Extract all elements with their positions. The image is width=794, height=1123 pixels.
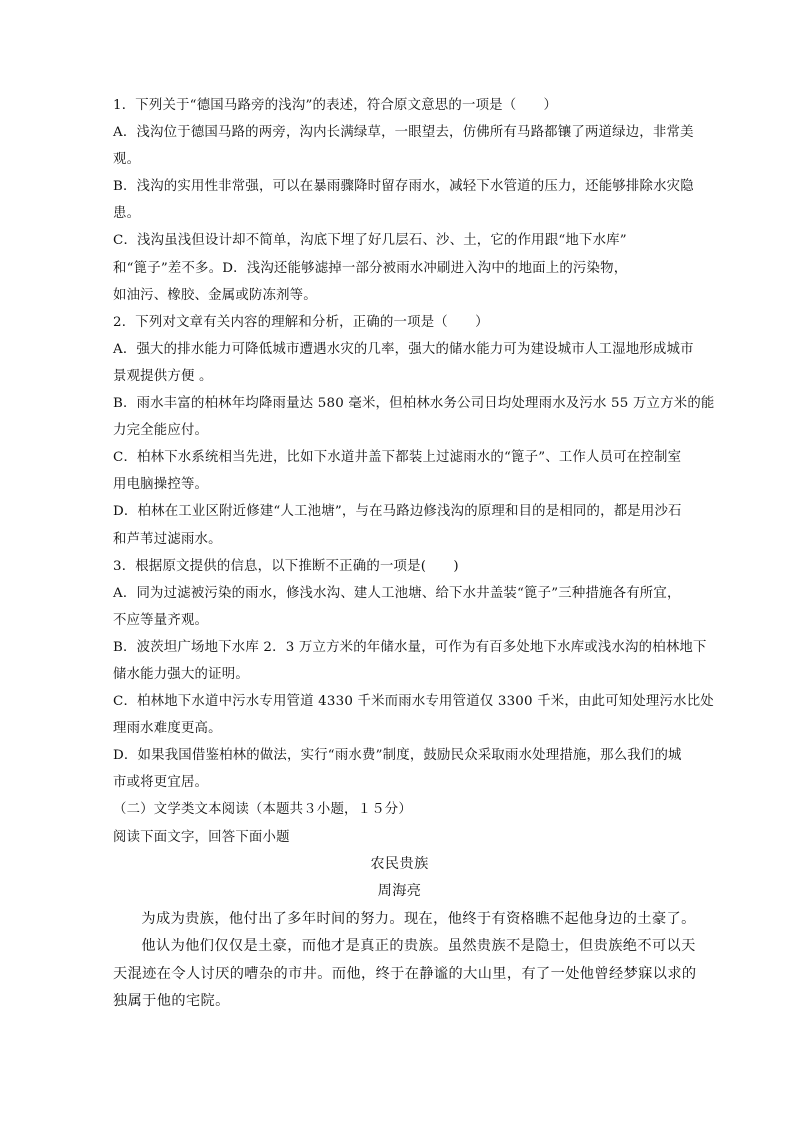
question-3-option-a-cont: 不应等量齐观。 [113,612,209,628]
question-1-option-b-cont: 患。 [113,206,141,222]
story-paragraph-1: 为成为贵族，他付出了多年时间的努力。现在，他终于有资格瞧不起他身边的土豪了。 [141,910,696,927]
question-3-option-b: B．波茨坦广场地下水库 2．3 万立方米的年储水量，可作为有百多处地下水库或浅水沟的柏林地下 [113,639,707,655]
document-body [113,92,715,1016]
question-3-option-d: D．如果我国借鉴柏林的做法，实行“雨水费”制度，鼓励民众采取雨水处理措施，那么我们的城 [113,748,682,764]
question-1-option-c-d: 和“篦子”差不多。D．浅沟还能够滤掉一部分被雨水冲刷进入沟中的地面上的污染物， [113,260,628,276]
question-1-option-d-cont: 如油污、橡胶、金属或防冻剂等。 [113,287,317,303]
story-paragraph-2-end: 独属于他的宅院。 [113,993,230,1010]
question-2-option-a: A．强大的排水能力可降低城市遭遇水灾的几率，强大的储水能力可为建设城市人工湿地形成城市 [113,341,694,357]
question-2-option-a-cont: 景观提供方便 。 [113,368,213,384]
question-2-stem: 2．下列对文章有关内容的理解和分析，正确的一项是（ ） [113,314,489,330]
question-1-option-c: C．浅沟虽浅但设计却不简单，沟底下埋了好几层石、沙、土，它的作用跟“地下水库” [113,233,627,249]
section-heading: （二）文学类文本阅读（本题共３小题，１５分） [113,802,412,818]
question-3-option-a: A．同为过滤被污染的雨水，修浅水沟、建人工池塘、给下水井盖装“篦子”三种措施各有所宜， [113,585,681,601]
question-3-option-c: C．柏林地下水道中污水专用管道 4330 千米而雨水专用管道仅 3300 千米，由此可知处理污水比处 [113,694,714,710]
question-1-option-a-cont: 观。 [113,152,141,168]
story-paragraph-2-cont: 天混迹在令人讨厌的嘈杂的市井。而他，终于在静谧的大山里，有了一处他曾经梦寐以求的 [113,965,697,982]
story-author: 周海亮 [377,883,422,900]
reading-instruction: 阅读下面文字，回答下面小题 [113,829,290,845]
question-2-option-c-cont: 用电脑操控等。 [113,477,209,493]
question-1-option-a: A．浅沟位于德国马路的两旁，沟内长满绿草，一眼望去，仿佛所有马路都镶了两道绿边，非常美 [113,125,694,141]
question-1-option-b: B．浅沟的实用性非常强，可以在暴雨骤降时留存雨水，减轻下水管道的压力，还能够排除水灾隐 [113,179,694,195]
question-2-option-c: C．柏林下水系统相当先进，比如下水道井盖下都装上过滤雨水的“篦子”、工作人员可在控制室 [113,450,682,466]
question-2-option-d-cont: 和芦苇过滤雨水。 [113,531,222,547]
question-3-stem: 3．根据原文提供的信息，以下推断不正确的一项是( ) [113,558,459,574]
question-3-option-d-cont: 市或将更宜居。 [113,775,209,791]
question-2-option-b: B．雨水丰富的柏林年均降雨量达 580 毫米，但柏林水务公司日均处理雨水及污水 55 万立方米的能 [113,396,715,412]
question-1-stem: 1．下列关于“德国马路旁的浅沟”的表述，符合原文意思的一项是（ ） [113,98,558,113]
question-3-option-c-cont: 理雨水难度更高。 [113,721,222,737]
question-3-option-b-cont: 储水能力强大的证明。 [113,666,249,682]
story-paragraph-2: 他认为他们仅仅是土豪，而他才是真正的贵族。虽然贵族不是隐士，但贵族绝不可以天 [141,938,696,955]
question-2-option-b-cont: 力完全能应付。 [113,423,209,439]
story-title: 农民贵族 [370,855,429,872]
question-2-option-d: D．柏林在工业区附近修建“人工池塘”，与在马路边修浅沟的原理和目的是相同的，都是用沙石 [113,504,682,520]
